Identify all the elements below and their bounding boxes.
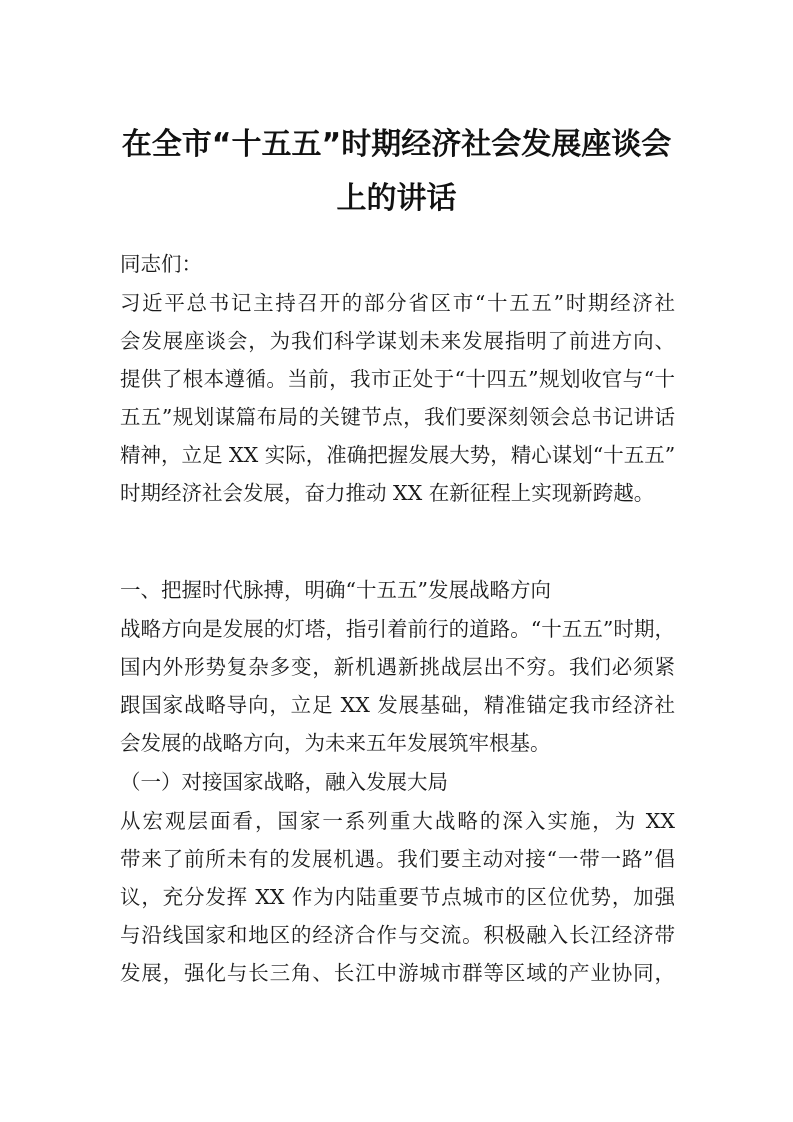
subsection-heading: （一）对接国家战略，融入发展大局: [120, 770, 448, 794]
body-line: 五五”规划谋篇布局的关键节点，我们要深刻领会总书记讲话: [120, 405, 675, 429]
body-line: 时期经济社会发展，奋力推动 XX 在新征程上实现新跨越。: [120, 481, 655, 505]
body-line: 习近平总书记主持召开的部分省区市“十五五”时期经济社: [120, 291, 675, 315]
body-line: 精神，立足 XX 实际，准确把握发展大势，精心谋划“十五五”: [120, 443, 675, 467]
body-line: 会发展座谈会，为我们科学谋划未来发展指明了前进方向、: [120, 329, 675, 353]
body-line: 会发展的战略方向，为未来五年发展筑牢根基。: [120, 731, 551, 755]
document-title: [100, 118, 693, 226]
body-line: 与沿线国家和地区的经济合作与交流。积极融入长江经济带: [120, 923, 675, 947]
body-line: 提供了根本遵循。当前，我市正处于“十四五”规划收官与“十: [120, 367, 675, 391]
body-line: 发展，强化与长三角、长江中游城市群等区域的产业协同，: [120, 961, 675, 985]
salutation: 同志们：: [120, 252, 202, 276]
body-line: 跟国家战略导向，立足 XX 发展基础，精准锚定我市经济社: [120, 693, 675, 717]
body-line: 从宏观层面看，国家一系列重大战略的深入实施，为 XX: [120, 809, 675, 833]
section-heading: 一、把握时代脉搏，明确“十五五”发展战略方向: [120, 578, 551, 602]
body-line: 带来了前所未有的发展机遇。我们要主动对接“一带一路”倡: [120, 847, 675, 871]
body-line: 议，充分发挥 XX 作为内陆重要节点城市的区位优势，加强: [120, 885, 675, 909]
body-line: 战略方向是发展的灯塔，指引着前行的道路。“十五五”时期，: [120, 617, 675, 641]
title-line-1: 在全市“十五五”时期经济社会发展座谈会: [121, 127, 672, 162]
body-line: 国内外形势复杂多变，新机遇新挑战层出不穷。我们必须紧: [120, 655, 675, 679]
title-line-2: 上的讲话: [336, 181, 457, 216]
